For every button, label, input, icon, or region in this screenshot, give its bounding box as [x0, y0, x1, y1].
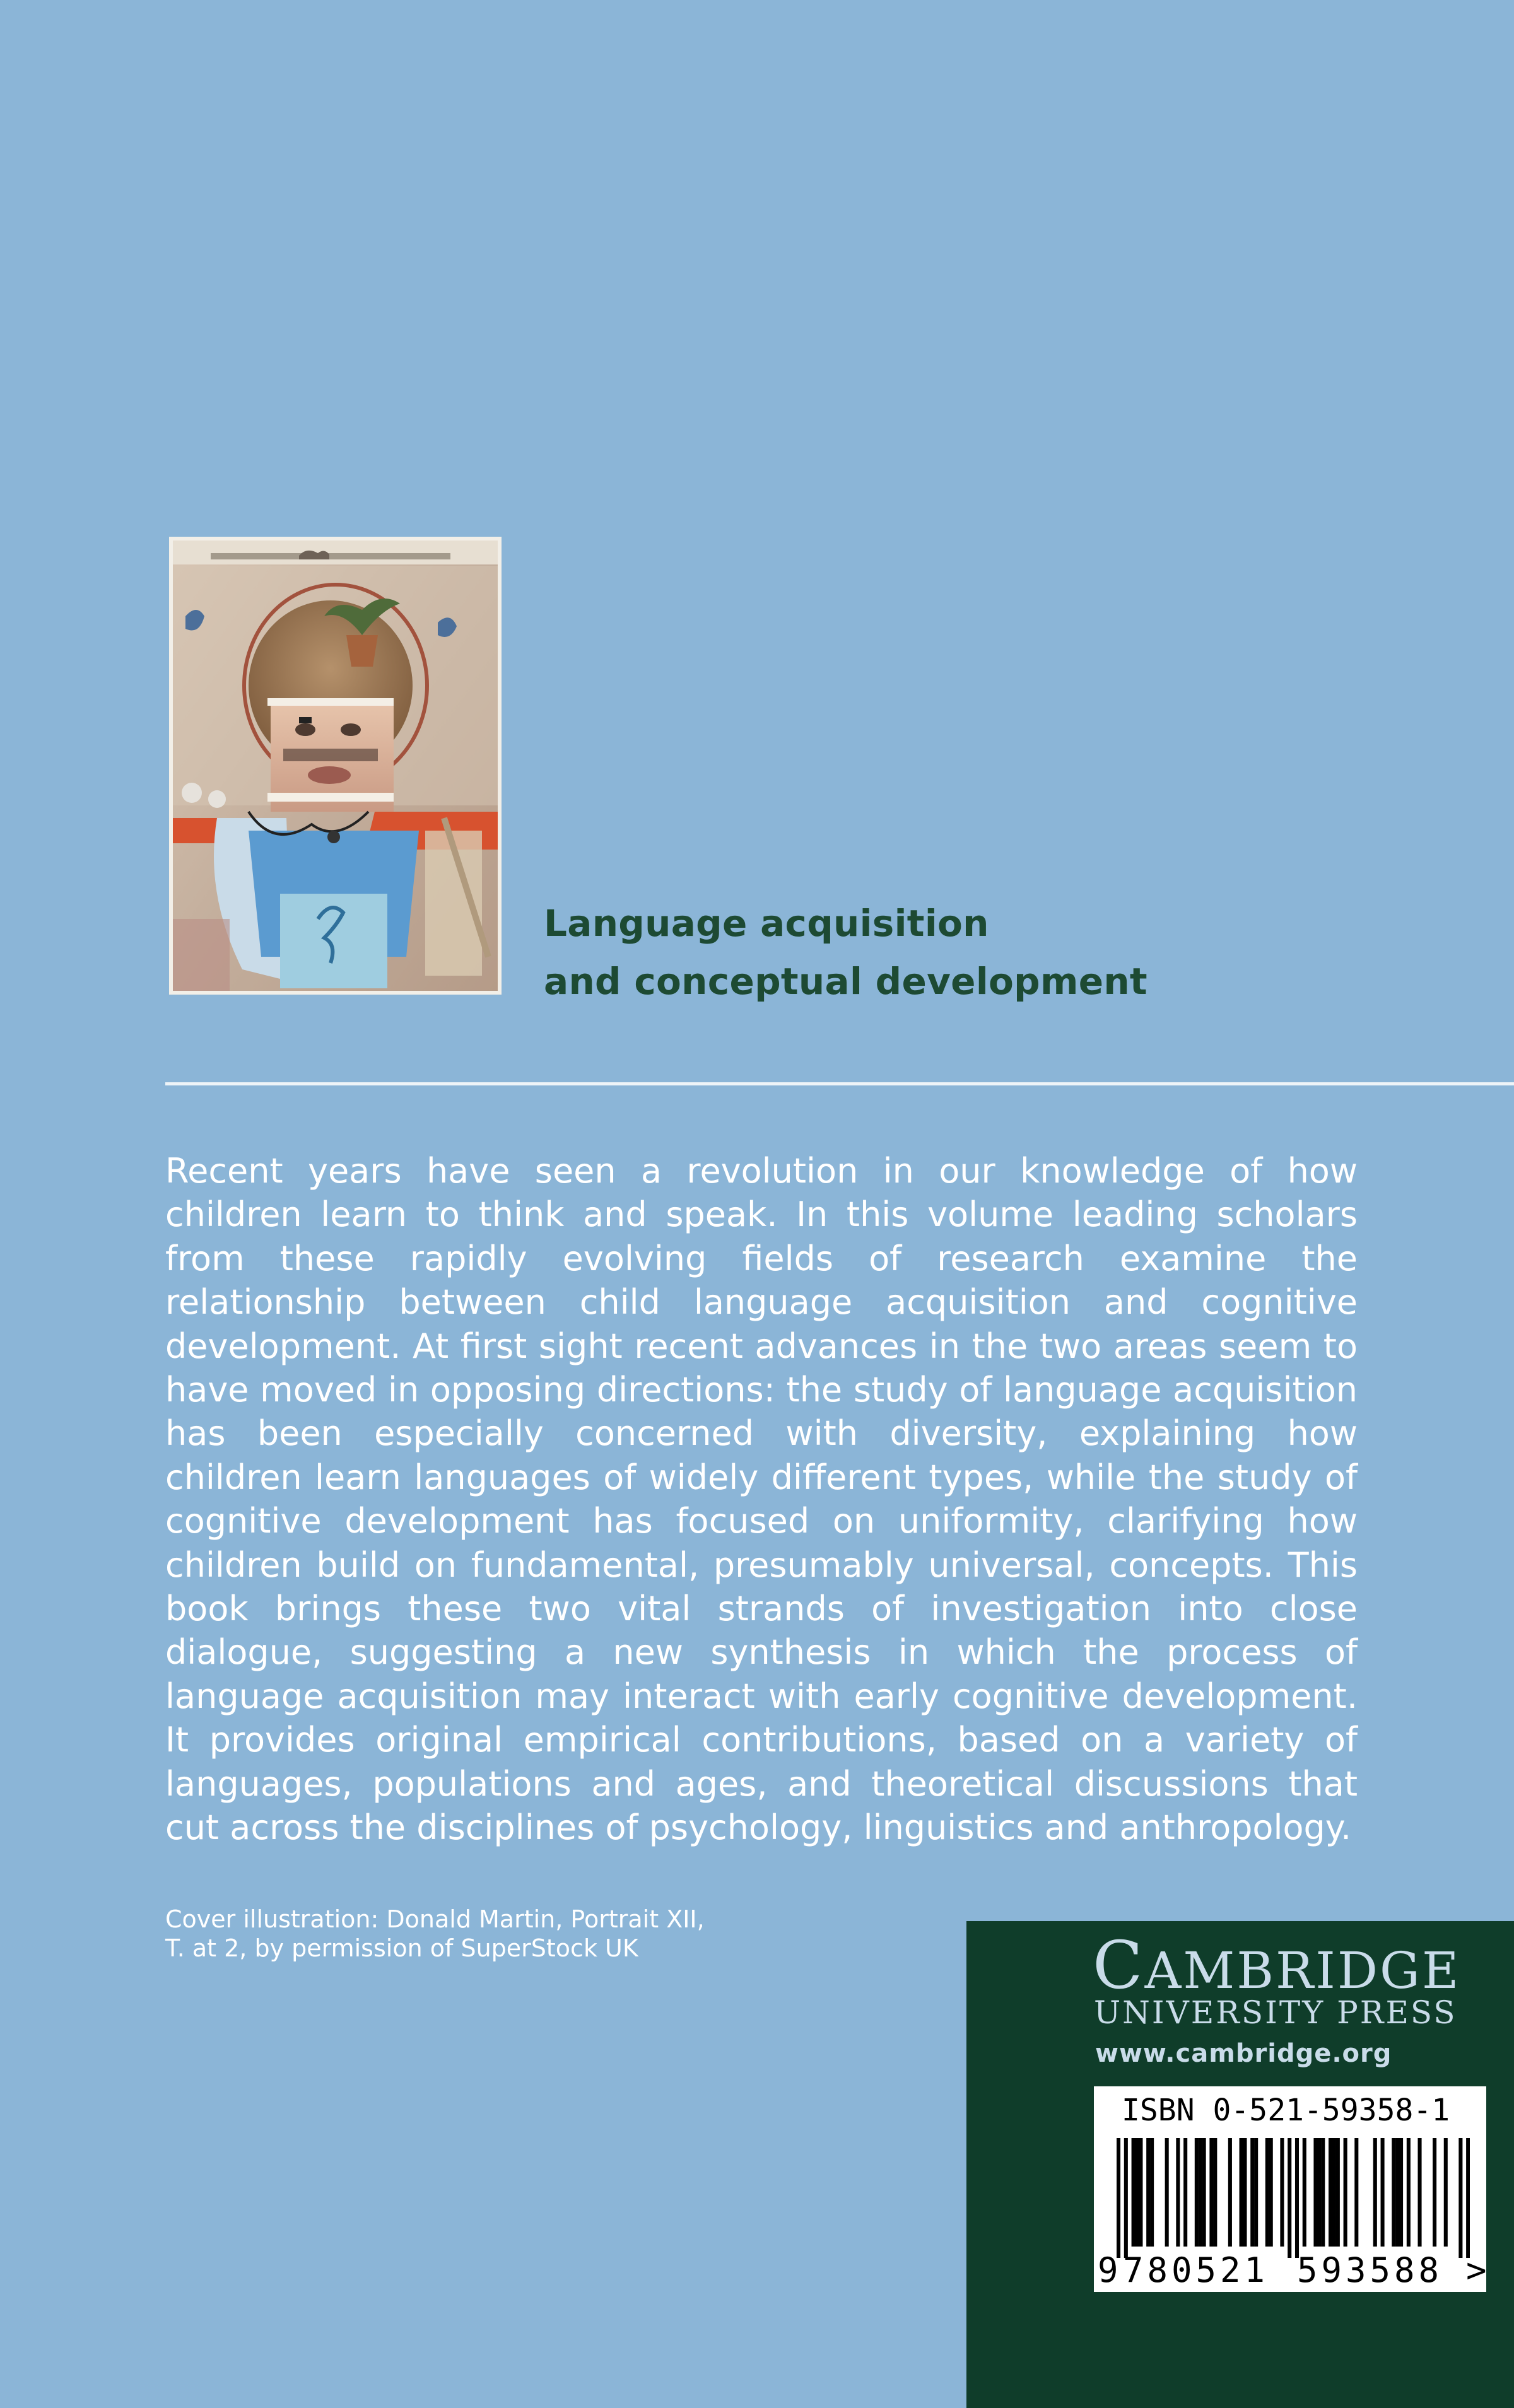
barcode-bar: [1139, 2138, 1142, 2247]
publisher-url: www.cambridge.org: [1095, 2039, 1392, 2068]
barcode-bar: [1458, 2138, 1462, 2258]
cover-illustration-credit: [165, 1905, 705, 1963]
barcode-bar: [1466, 2138, 1470, 2258]
barcode-bar: [1265, 2138, 1269, 2247]
portrait-collage-image: [173, 541, 498, 991]
barcode-bar: [1395, 2138, 1399, 2247]
title-line-2: and conceptual development: [544, 960, 1147, 1003]
barcode-bar: [1117, 2138, 1120, 2258]
publisher-block: [966, 1921, 1514, 2408]
barcode-bars: [1117, 2138, 1470, 2258]
credit-line-1: Cover illustration: Donald Martin, Portrait XII,: [165, 1905, 705, 1933]
barcode-bar: [1373, 2138, 1377, 2247]
barcode-bar: [1407, 2138, 1411, 2247]
barcode-bar: [1243, 2138, 1247, 2247]
ean-quiet-zone-marker: >: [1466, 2250, 1487, 2290]
barcode-bar: [1399, 2138, 1403, 2247]
barcode-bar: [1269, 2138, 1273, 2247]
divider-rule: [165, 1082, 1514, 1085]
barcode-bar: [1280, 2138, 1284, 2247]
barcode-bar: [1165, 2138, 1169, 2247]
barcode-bar: [1336, 2138, 1340, 2247]
barcode-bar: [1195, 2138, 1199, 2247]
barcode-bar: [1288, 2138, 1291, 2258]
barcode-bar: [1332, 2138, 1336, 2247]
barcode-bar: [1329, 2138, 1332, 2247]
barcode-bar: [1199, 2138, 1202, 2247]
title-line-1: Language acquisition: [544, 902, 989, 945]
barcode-bar: [1444, 2138, 1448, 2247]
barcode-bar: [1417, 2138, 1421, 2247]
barcode-bar: [1321, 2138, 1325, 2247]
credit-line-2: T. at 2, by permission of SuperStock UK: [165, 1934, 638, 1962]
barcode-bar: [1392, 2138, 1395, 2247]
publisher-name-initial: C: [1093, 1927, 1145, 2004]
barcode-bar: [1183, 2138, 1187, 2247]
isbn-barcode: [1094, 2086, 1486, 2292]
barcode-bar: [1254, 2138, 1258, 2247]
ean-left-group: 780521: [1123, 2250, 1269, 2290]
ean-first-digit: 9: [1098, 2250, 1118, 2290]
barcode-bar: [1209, 2138, 1213, 2247]
barcode-bar: [1250, 2138, 1254, 2247]
isbn-label: ISBN 0-521-59358-1: [1122, 2093, 1450, 2128]
barcode-bar: [1433, 2138, 1436, 2247]
barcode-bar: [1303, 2138, 1306, 2247]
barcode-bar: [1132, 2138, 1136, 2247]
book-description: Recent years have seen a revolution in our knowledge of how children learn to think and speak. In this volume leading scholars from these rapidly evolving fields of research examine the relationship between child language acquisition and cognitive development. At first sight recent advances in the two areas seem to have moved in opposing directions: the study of language acquisition has been especially concerned with diversity, explaining how children learn languages of widely different types, while the study of cognitive development has focused on uniformity, clarifying how children build on fundamental, presumably universal, concepts. This book brings these two vital strands of investigation into close dialogue, suggesting a new synthesis in which the process of language acquisition may interact with early cognitive development. It provides original empirical contributions, based on a variety of languages, populations and ages, and theoretical discussions that cut across the disciplines of psychology, linguistics and anthropology.: [165, 1151, 1358, 1848]
barcode-bar: [1240, 2138, 1243, 2247]
book-title: [544, 894, 1147, 1010]
barcode-bar: [1228, 2138, 1232, 2247]
barcode-bar: [1354, 2138, 1358, 2247]
barcode-bar: [1146, 2138, 1150, 2247]
barcode-bar: [1295, 2138, 1299, 2258]
barcode-bar: [1344, 2138, 1347, 2247]
ean-right-group: 593588: [1297, 2250, 1443, 2290]
barcode-bar: [1150, 2138, 1154, 2247]
barcode-bar: [1317, 2138, 1321, 2247]
barcode-bar: [1135, 2138, 1139, 2247]
cover-illustration: [169, 537, 502, 995]
barcode-bar: [1124, 2138, 1128, 2258]
barcode-bar: [1202, 2138, 1206, 2247]
barcode-bar: [1213, 2138, 1217, 2247]
publisher-subtitle: UNIVERSITY PRESS: [1094, 1994, 1457, 2031]
barcode-bar: [1381, 2138, 1385, 2247]
barcode-bar: [1176, 2138, 1180, 2247]
barcode-bar: [1313, 2138, 1317, 2247]
publisher-name-rest: AMBRIDGE: [1144, 1941, 1461, 2000]
